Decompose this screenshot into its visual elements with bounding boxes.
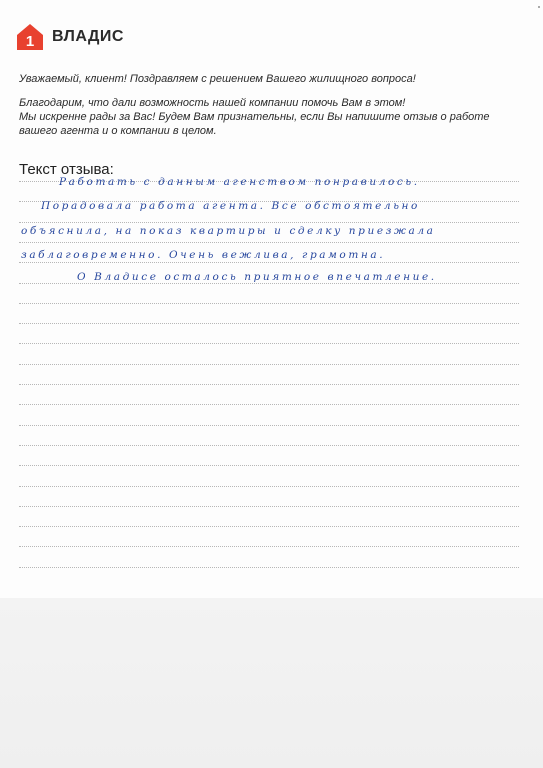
handwritten-line-1: Работать с данным агенством понравилось. xyxy=(59,176,420,188)
handwritten-line-2: Порадовала работа агента. Все обстоятельно xyxy=(41,200,420,212)
scan-artifact xyxy=(538,6,540,8)
intro-line-3: вашего агента и о компании в целом. xyxy=(19,125,217,137)
brand-logo xyxy=(15,22,124,52)
ruled-line xyxy=(19,404,519,405)
review-heading: Текст отзыва: xyxy=(19,161,114,178)
brand-name: ВЛАДИС xyxy=(52,28,124,45)
ruled-line xyxy=(19,425,519,426)
logo-number: 1 xyxy=(25,33,35,50)
intro-line-2: Мы искренне рады за Вас! Будем Вам признательны, если Вы напишите отзыв о работе xyxy=(19,111,490,123)
ruled-line xyxy=(19,465,519,466)
ruled-line xyxy=(19,222,519,223)
ruled-line xyxy=(19,506,519,507)
handwritten-line-4: заблаговременно. Очень вежлива, грамотна. xyxy=(21,249,386,261)
ruled-line xyxy=(19,486,519,487)
ruled-line xyxy=(19,445,519,446)
ruled-line xyxy=(19,262,519,263)
ruled-line xyxy=(19,343,519,344)
intro-text xyxy=(19,72,519,138)
ruled-line xyxy=(19,303,519,304)
ruled-line xyxy=(19,526,519,527)
intro-line-1: Благодарим, что дали возможность нашей компании помочь Вам в этом! xyxy=(19,97,406,109)
handwritten-line-3: объяснила, на показ квартиры и сделку приезжала xyxy=(21,225,436,237)
greeting-text: Уважаемый, клиент! Поздравляем с решением Вашего жилищного вопроса! xyxy=(19,73,416,85)
handwritten-line-5: О Владисе осталось приятное впечатление. xyxy=(77,271,437,283)
ruled-line xyxy=(19,364,519,365)
ruled-line xyxy=(19,567,519,568)
ruled-line xyxy=(19,323,519,324)
ruled-line xyxy=(19,242,519,243)
scan-shadow xyxy=(0,598,543,768)
house-with-number-1-icon xyxy=(15,22,45,52)
ruled-line xyxy=(19,384,519,385)
ruled-line xyxy=(19,546,519,547)
